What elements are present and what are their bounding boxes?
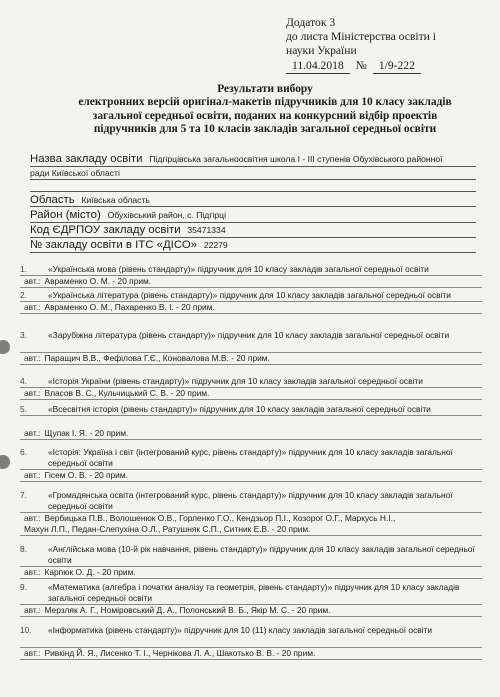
edrpou-label: Код ЄДРПОУ закладу освіти: [30, 224, 181, 236]
divider: [20, 616, 482, 617]
list-item: [20, 625, 482, 665]
edrpou-value: 35471334: [187, 225, 226, 235]
item-authors: Ривкінд Й. Я., Лисенко Т. І., Чернікова Л. А., Шакотько В. В. - 20 прим.: [44, 648, 316, 658]
authors-prefix: авт.:: [24, 388, 41, 398]
item-number: 7.: [20, 490, 27, 500]
item-title: «Українська література (рівень стандарту)» підручник для 10 класу закладів загальної середньої освіти: [48, 290, 451, 300]
annex-number: 1/9-222: [373, 59, 421, 74]
annex-date-row: [286, 59, 436, 74]
divider: [20, 535, 482, 536]
item-number: 5.: [20, 404, 27, 414]
item-title: «Всесвітня історія (рівень стандарту)» підручник для 10 класу закладів загальної середньої освіти: [48, 404, 431, 414]
district-field: [30, 209, 226, 221]
item-authors: Вербицька П.В., Волошенюк О.В., Горленко Г.О., Кендзьор П.І., Козорог О.Г., Маркусь Н.І.,: [44, 513, 396, 523]
title-line-4: підручників для 5 та 10 класів закладів загальної середньої освіти: [93, 123, 437, 136]
school-value-2: ради Київської області: [30, 168, 120, 178]
authors-prefix: авт.:: [24, 302, 41, 312]
item-title: «Математика (алгебра і початки аналізу та геометрія, рівень стандарту)» підручник для 10 класу закладів загальної середньої освіти: [48, 582, 460, 603]
annex-line-3: науки України: [286, 44, 357, 58]
item-authors: Карпюк О. Д. - 20 прим.: [44, 567, 136, 577]
authors-prefix: авт.:: [24, 567, 41, 577]
item-authors: Щупак І. Я. - 20 прим.: [44, 428, 129, 438]
document-title: [30, 83, 500, 137]
authors-prefix: авт.:: [24, 428, 41, 438]
authors-prefix: авт.:: [24, 605, 41, 615]
list-item: [20, 404, 482, 438]
region-value: Київська область: [81, 195, 150, 205]
school-label: Назва закладу освіти: [30, 153, 143, 165]
item-title: «Українська мова (рівень стандарту)» підручник для 10 класу закладів загальної середньої освіти: [48, 264, 429, 274]
itc-label: № закладу освіти в ІТС «ДІСО»: [30, 239, 198, 251]
divider: [20, 415, 482, 416]
item-authors: Авраменко О. М. - 20 прим.: [44, 276, 152, 286]
item-authors: Власов В. С., Кульчицький С. В. - 20 прим.: [44, 388, 210, 398]
list-item: [20, 582, 482, 622]
divider: [20, 287, 482, 288]
divider: [20, 399, 482, 400]
divider: [30, 206, 476, 207]
school-field-cont: [30, 167, 120, 179]
item-title: «Зарубіжна література (рівень стандарту)» підручник для 10 класу закладів загальної середньої освіти: [48, 330, 450, 340]
authors-prefix: авт.:: [24, 276, 41, 286]
title-line-2: електронних версій оригінал-макетів підручників для 10 класу закладів: [78, 96, 452, 109]
punch-hole-icon: [0, 455, 10, 469]
item-number: 9.: [20, 582, 27, 592]
district-value: Обухівський район, с. Підгірці: [107, 210, 226, 220]
item-authors-cont: Махун Л.П., Педан-Слепухіна О.Л., Ратушняк С.П., Ситник Е.В. - 20 прим.: [24, 524, 311, 534]
authors-prefix: авт.:: [24, 648, 41, 658]
divider: [30, 191, 476, 192]
authors-prefix: авт.:: [24, 470, 41, 480]
punch-hole-icon: [0, 340, 10, 354]
itc-field: [30, 239, 228, 251]
divider: [30, 179, 476, 180]
title-line-3: загальної середньої освіти, поданих на конкурсний відбір проектів: [92, 109, 438, 122]
authors-prefix: авт.:: [24, 353, 41, 363]
list-item: [20, 264, 482, 292]
item-number: 2.: [20, 290, 27, 300]
divider: [20, 313, 482, 314]
divider: [20, 481, 482, 482]
list-item: [20, 290, 482, 318]
item-authors: Паращич В.В., Фефілова Г.Є., Коновалова М.В. - 20 прим.: [44, 353, 270, 363]
annex-date: 11.04.2018: [286, 59, 350, 74]
item-number: 8.: [20, 544, 27, 554]
list-item: [20, 544, 482, 584]
region-label: Область: [30, 194, 75, 206]
item-number: 10.: [20, 625, 32, 635]
annex-header: [286, 16, 436, 74]
item-number: 3.: [20, 330, 27, 340]
item-authors: Мерзляк А. Г., Номіровський Д. А., Полонський В. Б., Якір М. С. - 20 прим.: [44, 605, 331, 615]
region-field: [30, 194, 150, 206]
annex-line-1: Додаток 3: [286, 16, 336, 29]
item-number: 1.: [20, 264, 27, 274]
list-item: [20, 447, 482, 487]
item-title: «Громадянська освіта (інтегрований курс, рівень стандарту)» підручник для 10 класу закладів загальної середньої освіти: [48, 490, 453, 511]
item-authors: Авраменко О. М., Пахаренко В. І. - 20 прим.: [44, 302, 215, 312]
school-field: [30, 153, 443, 165]
divider: [30, 252, 476, 253]
edrpou-field: [30, 224, 226, 236]
item-title: «Інформатика (рівень стандарту)» підручник для 10 (11) класу закладів загальної середньої освіти: [48, 625, 433, 635]
annex-no-sign: №: [355, 58, 367, 72]
item-number: 6.: [20, 447, 27, 457]
divider: [30, 222, 476, 223]
list-item: [20, 330, 482, 370]
itc-value: 22279: [203, 240, 228, 250]
item-title: «Історія України (рівень стандарту)» підручник для 10 класу закладів загальної середньої освіти: [48, 376, 423, 386]
list-item: [20, 376, 482, 404]
item-title: «Історія: Україна і світ (інтегрований курс, рівень стандарту)» підручник для 10 класу закладів загальної середньої освіти: [48, 447, 453, 468]
district-label: Район (місто): [30, 209, 101, 221]
divider: [30, 237, 476, 238]
divider: [20, 439, 482, 440]
annex-line-2: до листа Міністерства освіти і: [286, 30, 436, 44]
item-number: 4.: [20, 376, 27, 386]
item-title: «Англійська мова (10-й рік навчання, рівень стандарту)» підручник для 10 класу закладів загальної середньої освіти: [48, 544, 475, 565]
divider: [20, 578, 482, 579]
authors-prefix: авт.:: [24, 513, 41, 523]
title-line-1: Результати вибору: [217, 83, 313, 95]
item-authors: Гісем О. В. - 20 прим.: [44, 470, 128, 480]
divider: [20, 659, 482, 660]
list-item: [20, 490, 482, 542]
divider: [20, 364, 482, 365]
school-value-1: Підгірцівська загальноосвітня школа I - III ступенів Обухівського районної: [149, 154, 443, 164]
